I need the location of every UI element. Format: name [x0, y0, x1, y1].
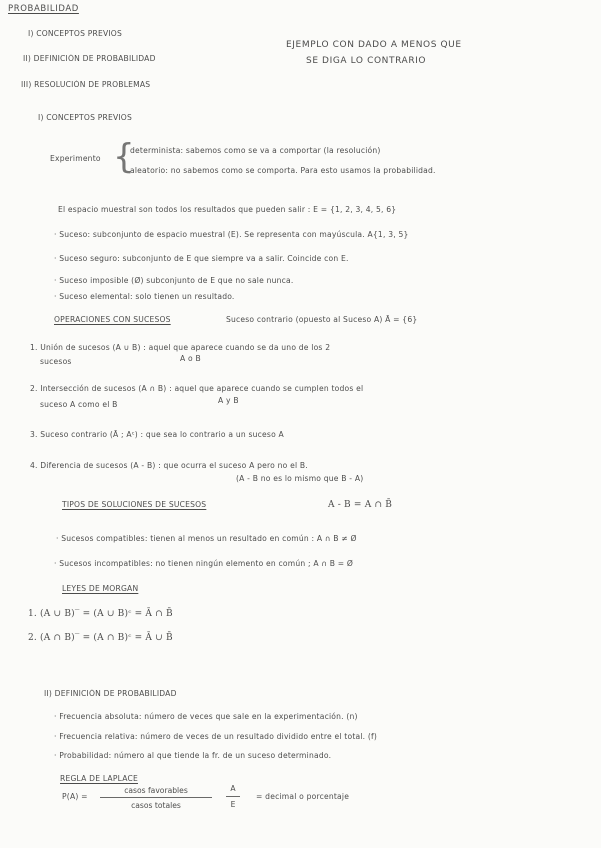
interseccion-line-2: suceso A como el B: [40, 400, 118, 409]
index-item-1: I) CONCEPTOS PREVIOS: [28, 29, 122, 38]
laplace-fraction: [100, 786, 212, 810]
interseccion-line-1: 2. Intersección de sucesos (A ∩ B) : aquel que aparece cuando se cumplen todos el: [30, 384, 364, 393]
experimento-label: Experimento: [50, 154, 101, 163]
index-item-2: II) DEFINICIÓN DE PROBABILIDAD: [23, 54, 156, 63]
section-heading-conceptos: I) CONCEPTOS PREVIOS: [38, 113, 132, 122]
frecuencia-absoluta-line: · Frecuencia absoluta: número de veces que sale en la experimentación. (n): [54, 712, 358, 721]
contrario-note: Suceso contrario (opuesto al Suceso A) Ā = {6}: [226, 315, 418, 324]
suceso-seguro-line: · Suceso seguro: subconjunto de E que siempre va a salir. Coincide con E.: [54, 254, 349, 263]
diferencia-line-1: 4. Diferencia de sucesos (A - B) : que ocurra el suceso A pero no el B.: [30, 461, 308, 470]
incompatibles-line: · Sucesos incompatibles: no tienen ningún elemento en común ; A ∩ B = Ø: [54, 559, 354, 568]
suceso-imposible-line: · Suceso imposible (Ø) subconjunto de E que no sale nunca.: [54, 276, 294, 285]
interseccion-line-3: A y B: [218, 396, 239, 405]
note-line-1: EJEMPLO CON DADO A MENOS QUE: [286, 40, 462, 50]
curly-brace-icon: {: [113, 137, 135, 177]
laplace-fraction-short: [226, 784, 240, 809]
diferencia-formula: A - B = A ∩ B̄: [328, 500, 393, 510]
espacio-muestral-line: El espacio muestral son todos los resultados que pueden salir : E = {1, 2, 3, 4, 5, 6}: [58, 205, 397, 214]
diferencia-line-2: (A - B no es lo mismo que B - A): [236, 474, 364, 483]
definicion-heading: II) DEFINICIÓN DE PROBABILIDAD: [44, 689, 177, 698]
tipos-heading: TIPOS DE SOLUCIONES DE SUCESOS: [62, 500, 207, 509]
laplace-note: = decimal o porcentaje: [256, 792, 350, 801]
laplace-frac-denominator: E: [226, 796, 240, 809]
morgan-law-1: 1. (A ∪ B)‾ = (A ∪ B)ᶜ = Ā ∩ B̄: [28, 609, 173, 619]
laplace-frac-numerator: A: [230, 784, 236, 793]
frecuencia-relativa-line: · Frecuencia relativa: número de veces de un resultado dividido entre el total. (f): [54, 732, 378, 741]
laplace-heading: REGLA DE LAPLACE: [60, 774, 138, 783]
union-line-2: sucesos: [40, 357, 72, 366]
union-line-1: 1. Unión de sucesos (A ∪ B) : aquel que aparece cuando se da uno de los 2: [30, 343, 331, 352]
determinista-line: determinista: sabemos como se va a comportar (la resolución): [130, 146, 381, 155]
aleatorio-line: aleatorio: no sabemos como se comporta. Para esto usamos la probabilidad.: [130, 166, 436, 175]
index-item-3: III) RESOLUCIÓN DE PROBLEMAS: [21, 80, 151, 89]
compatibles-line: · Sucesos compatibles: tienen al menos un resultado en común : A ∩ B ≠ Ø: [56, 534, 357, 543]
laplace-denominator: casos totales: [100, 797, 212, 810]
morgan-law-2: 2. (A ∩ B)‾ = (A ∩ B)ᶜ = Ā ∪ B̄: [28, 633, 173, 643]
contrario-line: 3. Suceso contrario (Ā ; Aᶜ) : que sea lo contrario a un suceso A: [30, 430, 284, 439]
probabilidad-line: · Probabilidad: número al que tiende la fr. de un suceso determinado.: [54, 751, 332, 760]
laplace-numerator: casos favorables: [124, 786, 188, 795]
page-title: PROBABILIDAD: [8, 4, 79, 14]
suceso-line: · Suceso: subconjunto de espacio muestral (E). Se representa con mayúscula. A{1, 3, 5}: [54, 230, 409, 239]
morgan-heading: LEYES DE MORGAN: [62, 584, 139, 593]
note-line-2: SE DIGA LO CONTRARIO: [306, 56, 427, 66]
operaciones-heading: OPERACIONES CON SUCESOS: [54, 315, 171, 324]
suceso-elemental-line: · Suceso elemental: solo tienen un resultado.: [54, 292, 235, 301]
laplace-p-label: P(A) =: [62, 792, 88, 801]
union-line-3: A o B: [180, 354, 201, 363]
